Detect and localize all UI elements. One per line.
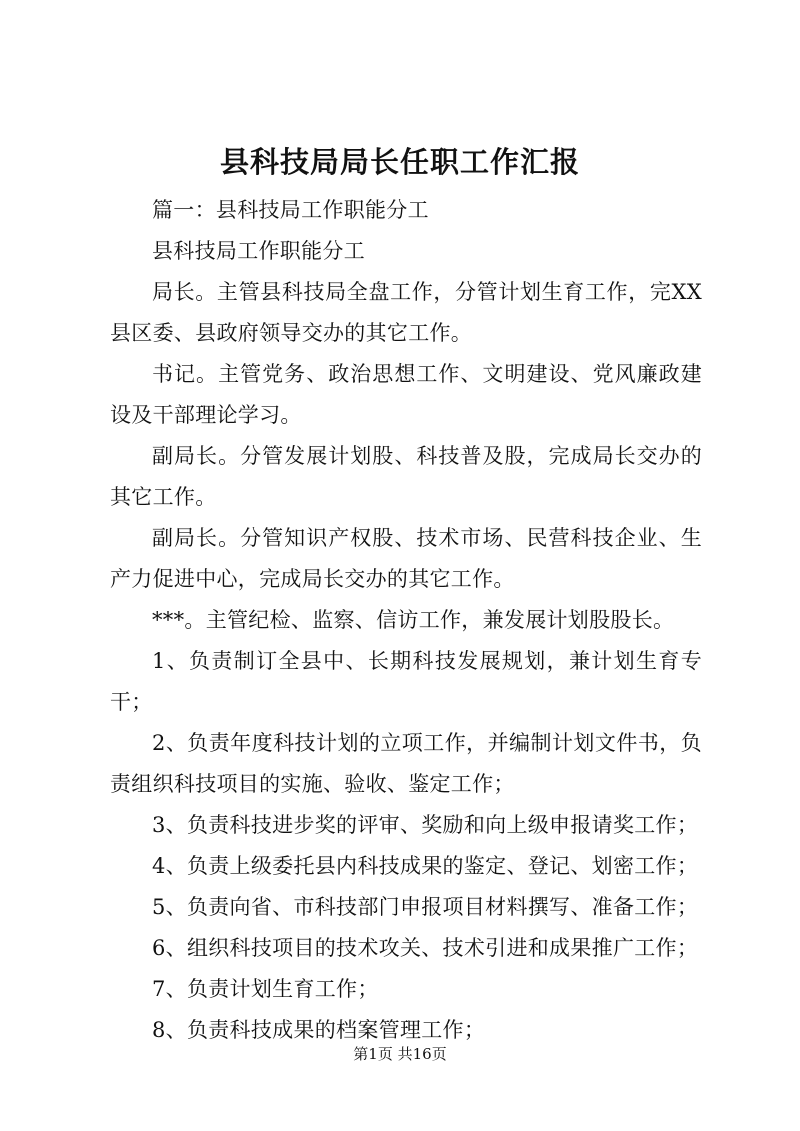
list-item: 7、负责计划生育工作； bbox=[152, 977, 379, 1001]
list-item: 8、负责科技成果的档案管理工作； bbox=[152, 1018, 486, 1042]
list-item: 1、负责制订全县中、长期科技发展规划，兼计划生育专干； bbox=[110, 649, 702, 714]
list-item: 4、负责上级委托县内科技成果的鉴定、登记、划密工作； bbox=[152, 854, 699, 878]
list-item: 5、负责向省、市科技部门申报项目材料撰写、准备工作； bbox=[152, 895, 699, 919]
list-item: 6、组织科技项目的技术攻关、技术引进和成果推广工作； bbox=[152, 936, 699, 960]
page-number-footer: 第1页 共16页 bbox=[353, 1045, 447, 1063]
list-item: 2、负责年度科技计划的立项工作，并编制计划文件书，负责组织科技项目的实施、验收、鉴定工作； bbox=[110, 731, 702, 796]
list-item: 3、负责科技进步奖的评审、奖励和向上级申报请奖工作； bbox=[152, 813, 699, 837]
paragraph-director-duties: 局长。主管县科技局全盘工作，分管计划生育工作，完XX县区委、县政府领导交办的其它工作。 bbox=[110, 280, 702, 345]
document-body bbox=[110, 190, 702, 1051]
paragraph-subheading: 县科技局工作职能分工 bbox=[152, 239, 365, 263]
paragraph-secretary-duties: 书记。主管党务、政治思想工作、文明建设、党风廉政建设及干部理论学习。 bbox=[110, 362, 702, 427]
document-title: 县科技局局长任职工作汇报 bbox=[219, 145, 580, 179]
paragraph-section-heading: 篇一：县科技局工作职能分工 bbox=[152, 198, 429, 222]
paragraph-discipline-duties: ***。主管纪检、监察、信访工作，兼发展计划股股长。 bbox=[152, 608, 675, 632]
paragraph-deputy-director-2: 副局长。分管知识产权股、技术市场、民营科技企业、生产力促进中心，完成局长交办的其它工作。 bbox=[110, 526, 702, 591]
paragraph-deputy-director-1: 副局长。分管发展计划股、科技普及股，完成局长交办的其它工作。 bbox=[110, 444, 702, 509]
